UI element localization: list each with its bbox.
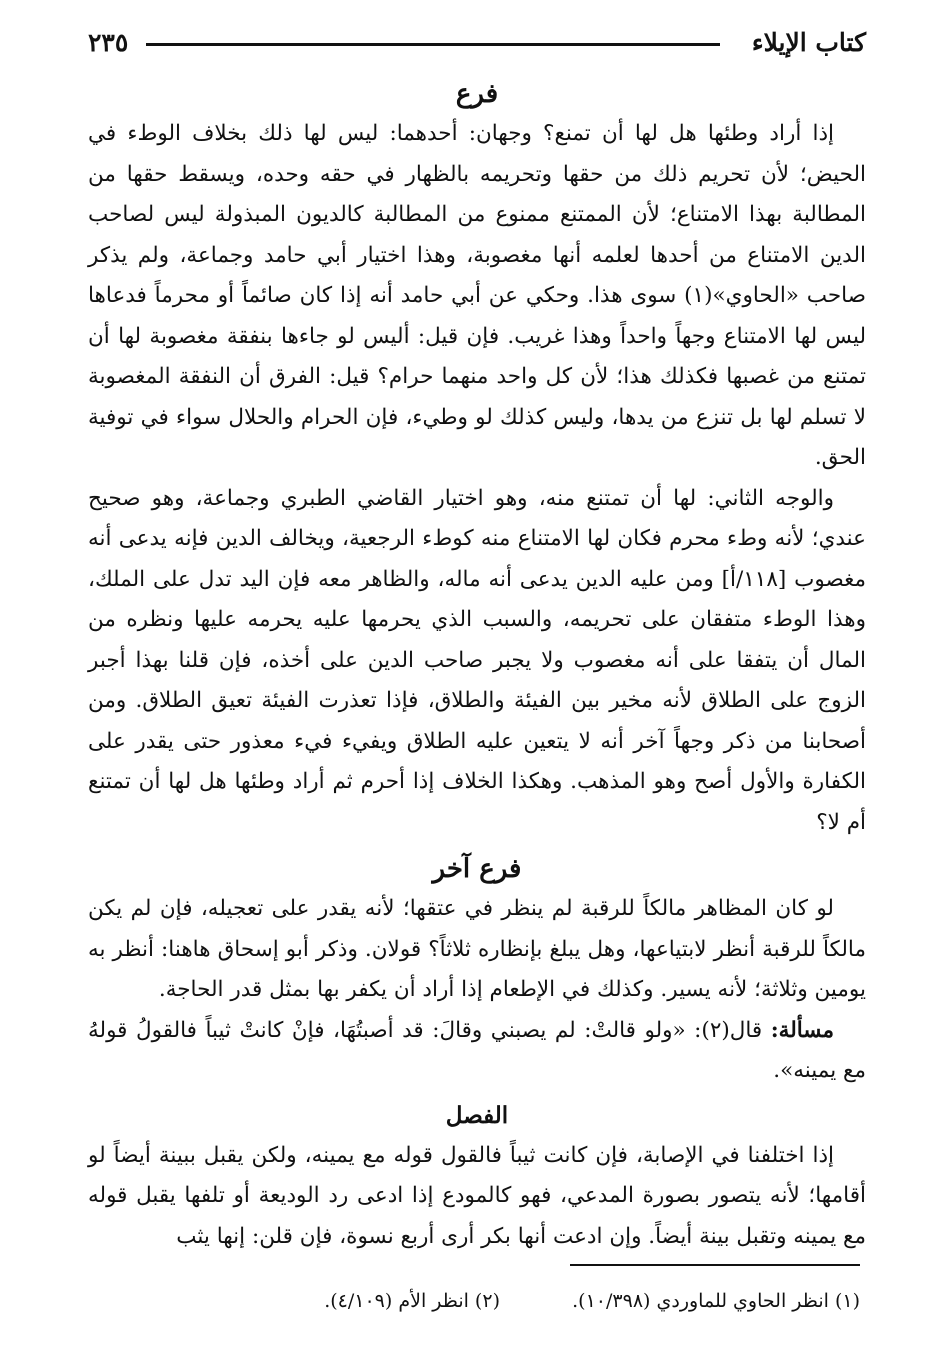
masala-text: قال(٢): «ولو قالتْ: لم يصبني وقالَ: قد أصبتُهَا، فإنْ كانتْ ثيباً فالقولُ قولهُ مع يمينه».	[88, 1017, 866, 1083]
footnote-rule	[570, 1264, 860, 1266]
book-title: كتاب الإيلاء	[751, 28, 866, 57]
header-rule	[146, 43, 720, 46]
paragraph: لو كان المظاهر مالكاً للرقبة لم ينظر في عتقها؛ لأنه يقدر على تعجيله، فإن لم يكن مالكاً للرقبة أنظر لابتياعها، وهل يبلغ بإنظاره ثلاثاً؟ قولان. وذكر أبو إسحاق هاهنا: أنظر به يومين وثلاثة؛ لأنه يسير. وكذلك في الإطعام إذا أراد أن يكفر بها بمثل قدر الحاجة.	[88, 896, 866, 1002]
fasl-heading: الفصل	[445, 1101, 509, 1129]
paragraph: والوجه الثاني: لها أن تمتنع منه، وهو اختيار القاضي الطبري وجماعة، وهو صحيح عندي؛ لأنه وطء محرم فكان لها الامتناع منه كوطء الرجعية، ويخالف الدين فإنه يدعى أنه مغصوب [١١٨/أ] ومن عليه الدين يدعى أنه ماله، والظاهر معه فإن اليد تدل على الملك، وهذا الوطء متفقان على تحريمه، والسبب الذي يحرمها عليه يحرمه عليها ونظره من المال أن يتفقا على أنه مغصوب ولا يجبر صاحب الدين على أخذه، فإن قلنا بهذا أجبر الزوج على الطلاق لأنه مخير بين الفيئة والطلاق، فإذا تعذرت الفيئة تعيق الطلاق. ومن أصحابنا من ذكر وجهاً آخر أنه لا يتعين عليه الطلاق ويفيء فيء معذور حتى يقدر على الكفارة والأول أصح وهو المذهب. وهكذا الخلاف إذا أحرم ثم أراد وطئها هل لها أن تمتنع أم لا؟	[88, 485, 866, 835]
footnote: (٢) انظر الأم (٤/١٠٩).	[324, 1290, 500, 1312]
running-header	[88, 24, 866, 68]
page	[88, 24, 866, 1257]
section-heading: فرع	[455, 79, 499, 109]
masala-paragraph	[88, 1011, 866, 1092]
section-heading: فرع آخر	[432, 854, 522, 884]
masala-label: مسألة:	[770, 1017, 834, 1043]
paragraph: إذا اختلفنا في الإصابة، فإن كانت ثيباً فالقول قوله مع يمينه، ولكن يقبل ببينة أيضاً لو أقامها؛ لأنه يتصور بصورة المدعي، فهو كالمودع إذا ادعى رد الوديعة أو تلفها يقبل قوله مع يمينه وتقبل بينة أيضاً. وإن ادعت أنها بكر أرى أربع نسوة، فإن قلن: إنها يثب	[88, 1142, 866, 1249]
page-number: ٢٣٥	[88, 28, 129, 57]
footnote: (١) انظر الحاوي للماوردي (١٠/٣٩٨).	[572, 1290, 860, 1312]
paragraph: إذا أراد وطئها هل لها أن تمنع؟ وجهان: أحدهما: ليس لها ذلك بخلاف الوطء في الحيض؛ لأن تحريم ذلك من حقها وتحريمه بالظهار في حقه وحده، ويسقط حقها من المطالبة بهذا الامتناع؛ لأن الممتنع ممنوع من المطالبة كالديون المبذولة ليس لصاحب الدين الامتناع من أحدها لعلمه أنها مغصوبة، وهذا اختيار أبي حامد وجماعة، ولم يذكر صاحب «الحاوي»(١) سوى هذا. وحكي عن أبي حامد أنه إذا كان صائماً أو محرماً فدعاها ليس لها الامتناع وجهاً واحداً وهذا غريب. فإن قيل: أليس لو جاءها بنفقة مغصوبة لها أن تمتنع من غصبها فكذلك هذا؛ لأن كل واحد منهما حرام؟ قيل: الفرق أن النفقة المغصوبة لا تسلم لها بل تنزع من يدها، وليس كذلك لو وطيء، فإن الحرام والحلال سواء في توفية الحق.	[88, 121, 866, 470]
